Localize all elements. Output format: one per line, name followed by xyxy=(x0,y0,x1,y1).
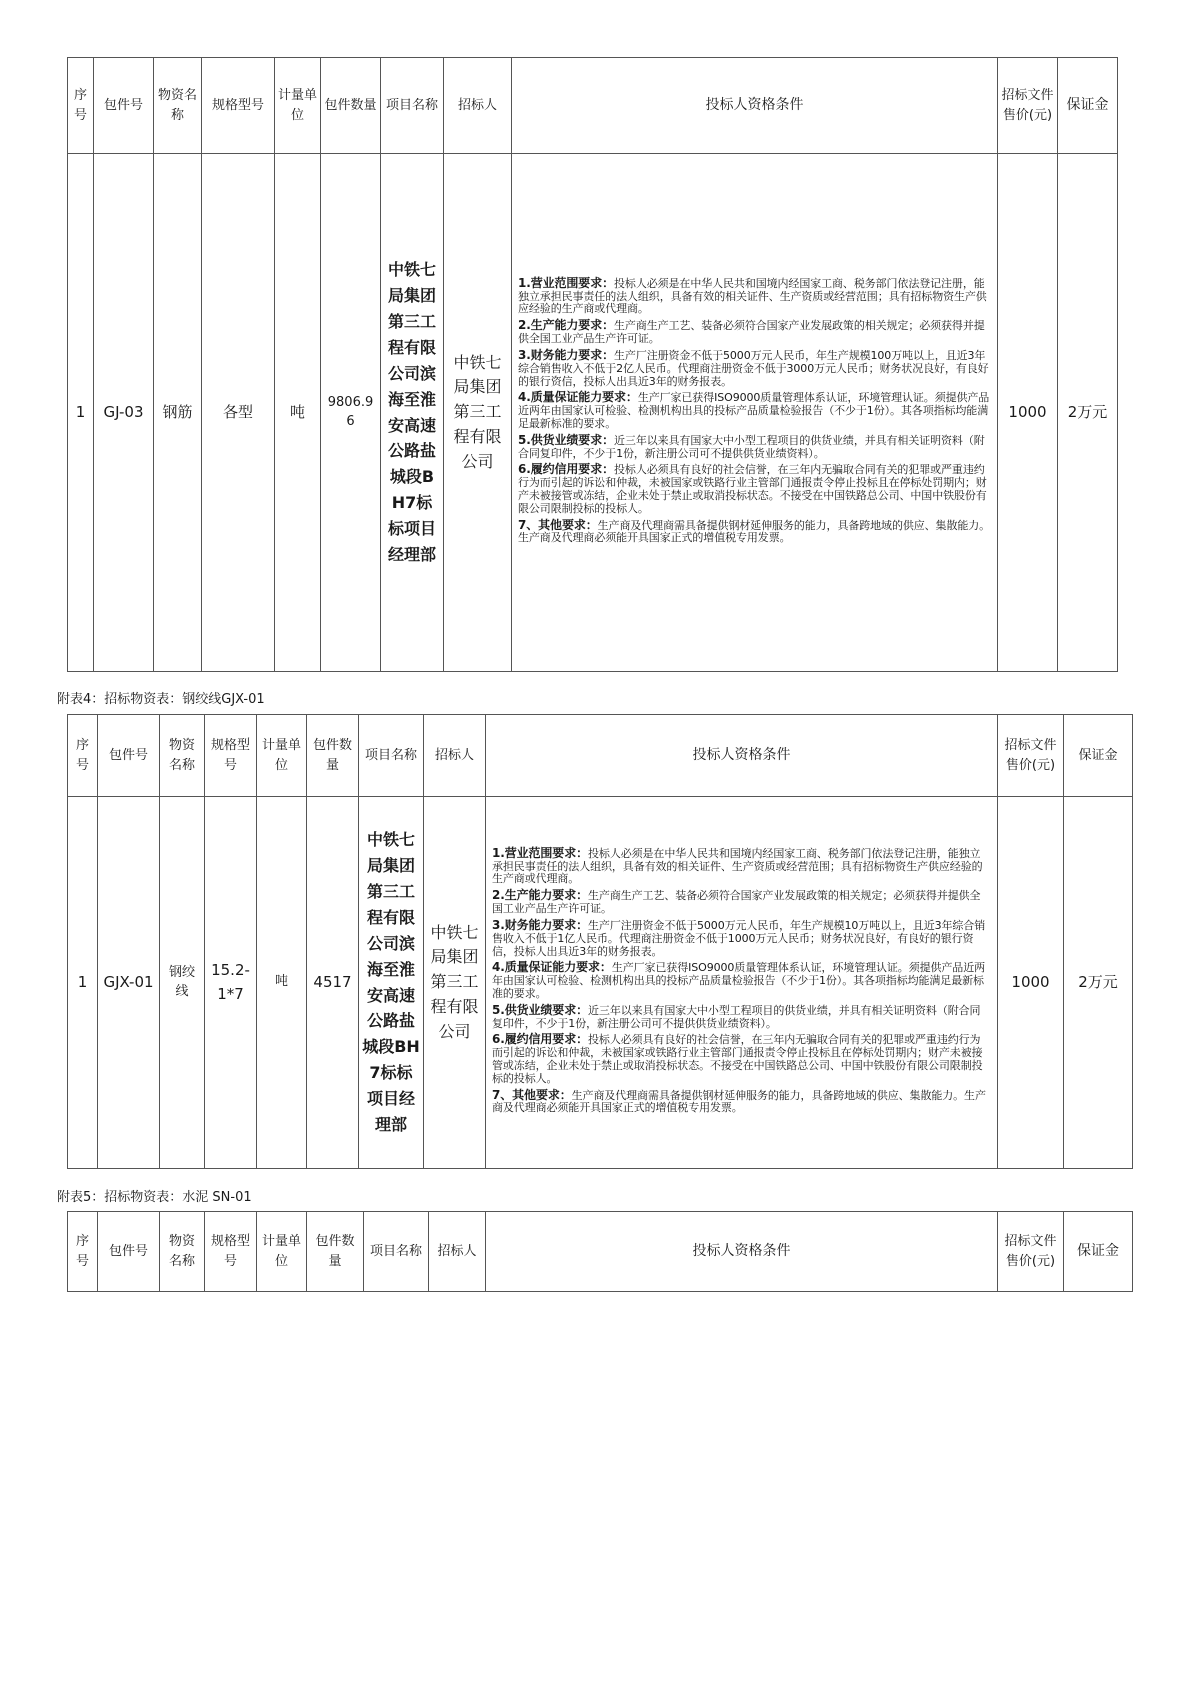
condition-item: 3.财务能力要求：生产厂注册资金不低于5000万元人民币，年生产规模100万吨以上，且近3年综合销售收入不低于2亿人民币。代理商注册资金不低于3000万元人民币；财务状况良好，有良好的银行资信，投标人出具近3年的财务报表。 xyxy=(518,347,989,388)
header-proj: 项目名称 xyxy=(381,58,444,154)
header-qual: 投标人资格条件 xyxy=(486,715,998,797)
header-seq: 序号 xyxy=(68,58,94,154)
condition-item: 4.质量保证能力要求：生产厂家已获得ISO9000质量管理体系认证，环境管理认证。须提供产品近两年由国家认可检验、检测机构出具的投标产品质量检验报告（不少于1份）。其各项指标均能满足最新标准的要求。 xyxy=(518,390,990,430)
condition-item: 2.生产能力要求：生产商生产工艺、装备必须符合国家产业发展政策的相关规定；必须获得并提供全国工业产品生产许可证。 xyxy=(518,318,985,346)
table-gj03 xyxy=(67,57,1118,672)
cell-pkg: GJ-03 xyxy=(94,154,154,672)
table-header-row xyxy=(68,58,1118,154)
header-qty: 包件数量 xyxy=(307,715,359,797)
header-qual: 投标人资格条件 xyxy=(486,1212,998,1292)
header-price: 招标文件售价(元) xyxy=(998,1212,1064,1292)
table-header-row xyxy=(68,1212,1133,1292)
cell-price: 1000 xyxy=(998,797,1064,1169)
cell-qualifications xyxy=(486,797,998,1169)
cell-unit: 吨 xyxy=(257,797,307,1169)
condition-item: 6.履约信用要求：投标人必须具有良好的社会信誉，在三年内无骗取合同有关的犯罪或严重违约行为而引起的诉讼和仲裁，未被国家或铁路行业主管部门通报责令停止投标且在停标处罚期内；财产未被接管或冻结，企业未处于禁止或取消投标状态。不接受在中国铁路总公司、中国中铁股份有限公司限制投标的投标人。 xyxy=(518,462,987,515)
cell-tenderer: 中铁七局集团第三工程有限公司 xyxy=(424,797,486,1169)
condition-item: 6.履约信用要求：投标人必须具有良好的社会信誉，在三年内无骗取合同有关的犯罪或严重违约行为而引起的诉讼和仲裁，未被国家或铁路行业主管部门通报责令停止投标且在停标处罚期内；财产未被接管或冻结，企业未处于禁止或取消投标状态。不接受在中国铁路总公司、中国中铁股份有限公司限制投标的投标人。 xyxy=(492,1032,983,1085)
header-seq: 序号 xyxy=(68,1212,98,1292)
condition-item: 7、其他要求：生产商及代理商需具备提供钢材延伸服务的能力，具备跨地域的供应、集散能力。生产商及代理商必须能开具国家正式的增值税专用发票。 xyxy=(518,517,991,545)
table-row xyxy=(68,154,1118,672)
cell-price: 1000 xyxy=(998,154,1058,672)
header-price: 招标文件售价(元) xyxy=(998,58,1058,154)
condition-item: 1.营业范围要求：投标人必须是在中华人民共和国境内经国家工商、税务部门依法登记注册，能独立承担民事责任的法人组织，具备有效的相关证件、生产资质或经营范围；具有招标物资生产供应经验的生产商或代理商。 xyxy=(518,275,987,316)
header-proj: 项目名称 xyxy=(364,1212,429,1292)
cell-qty: 9806.96 xyxy=(321,154,381,672)
cell-seq: 1 xyxy=(68,154,94,672)
header-name: 物资名称 xyxy=(160,715,205,797)
cell-project: 中铁七局集团第三工程有限公司滨海至淮安高速公路盐城段BH7标标项目经理部 xyxy=(359,797,424,1169)
table-gjx01 xyxy=(67,714,1133,1169)
header-seq: 序号 xyxy=(68,715,98,797)
caption-table-5: 附表5：招标物资表：水泥 SN-01 xyxy=(57,1190,252,1205)
header-unit: 计量单位 xyxy=(275,58,321,154)
cell-qty: 4517 xyxy=(307,797,359,1169)
cell-spec: 各型 xyxy=(202,154,275,672)
header-tenderer: 招标人 xyxy=(424,715,486,797)
cell-deposit: 2万元 xyxy=(1058,154,1118,672)
cell-spec: 15.2-1*7 xyxy=(205,797,257,1169)
cell-pkg: GJX-01 xyxy=(98,797,160,1169)
header-name: 物资名称 xyxy=(154,58,202,154)
cell-project: 中铁七局集团第三工程有限公司滨海至淮安高速公路盐城段BH7标标项目经理部 xyxy=(381,154,444,672)
table-header-row xyxy=(68,715,1133,797)
header-pkg: 包件号 xyxy=(94,58,154,154)
header-qty: 包件数量 xyxy=(321,58,381,154)
header-qual: 投标人资格条件 xyxy=(512,58,998,154)
cell-qualifications xyxy=(512,154,998,672)
header-qty: 包件数量 xyxy=(307,1212,364,1292)
condition-item: 5.供货业绩要求：近三年以来具有国家大中小型工程项目的供货业绩，并具有相关证明资料（附合同复印件，不少于1份，新注册公司可不提供供货业绩资料）。 xyxy=(492,1002,981,1030)
condition-item: 7、其他要求：生产商及代理商需具备提供钢材延伸服务的能力，具备跨地域的供应、集散能力。生产商及代理商必须能开具国家正式的增值税专用发票。 xyxy=(492,1087,986,1115)
header-pkg: 包件号 xyxy=(98,715,160,797)
header-tenderer: 招标人 xyxy=(444,58,512,154)
header-unit: 计量单位 xyxy=(257,1212,307,1292)
header-price: 招标文件售价(元) xyxy=(998,715,1064,797)
header-tenderer: 招标人 xyxy=(429,1212,486,1292)
cell-seq: 1 xyxy=(68,797,98,1169)
cell-name: 钢绞线 xyxy=(160,797,205,1169)
header-deposit: 保证金 xyxy=(1058,58,1118,154)
cell-unit: 吨 xyxy=(275,154,321,672)
header-spec: 规格型号 xyxy=(205,1212,257,1292)
condition-item: 4.质量保证能力要求：生产厂家已获得ISO9000质量管理体系认证，环境管理认证。须提供产品近两年由国家认可检验、检测机构出具的投标产品质量检验报告（不少于1份）。其各项指标均能满足最新标准的要求。 xyxy=(492,960,985,1000)
table-sn01 xyxy=(67,1211,1133,1292)
header-spec: 规格型号 xyxy=(205,715,257,797)
header-deposit: 保证金 xyxy=(1064,715,1133,797)
cell-deposit: 2万元 xyxy=(1064,797,1133,1169)
header-proj: 项目名称 xyxy=(359,715,424,797)
condition-item: 2.生产能力要求：生产商生产工艺、装备必须符合国家产业发展政策的相关规定；必须获得并提供全国工业产品生产许可证。 xyxy=(492,888,981,916)
cell-tenderer: 中铁七局集团第三工程有限公司 xyxy=(444,154,512,672)
header-deposit: 保证金 xyxy=(1064,1212,1133,1292)
caption-table-4: 附表4：招标物资表：钢绞线GJX-01 xyxy=(57,692,265,707)
condition-item: 1.营业范围要求：投标人必须是在中华人民共和国境内经国家工商、税务部门依法登记注册，能独立承担民事责任的法人组织，具备有效的相关证件、生产资质或经营范围；具有招标物资生产供应经验的生产商或代理商。 xyxy=(492,845,983,886)
header-pkg: 包件号 xyxy=(98,1212,160,1292)
condition-item: 3.财务能力要求：生产厂注册资金不低于5000万元人民币，年生产规模10万吨以上，且近3年综合销售收入不低于1亿人民币。代理商注册资金不低于1000万元人民币；财务状况良好，有良好的银行资信，投标人出具近3年的财务报表。 xyxy=(492,917,986,958)
condition-item: 5.供货业绩要求：近三年以来具有国家大中小型工程项目的供货业绩，并具有相关证明资料（附合同复印件，不少于1份，新注册公司可不提供供货业绩资料）。 xyxy=(518,432,985,460)
header-spec: 规格型号 xyxy=(202,58,275,154)
header-name: 物资名称 xyxy=(160,1212,205,1292)
table-row xyxy=(68,797,1133,1169)
header-unit: 计量单位 xyxy=(257,715,307,797)
cell-name: 钢筋 xyxy=(154,154,202,672)
